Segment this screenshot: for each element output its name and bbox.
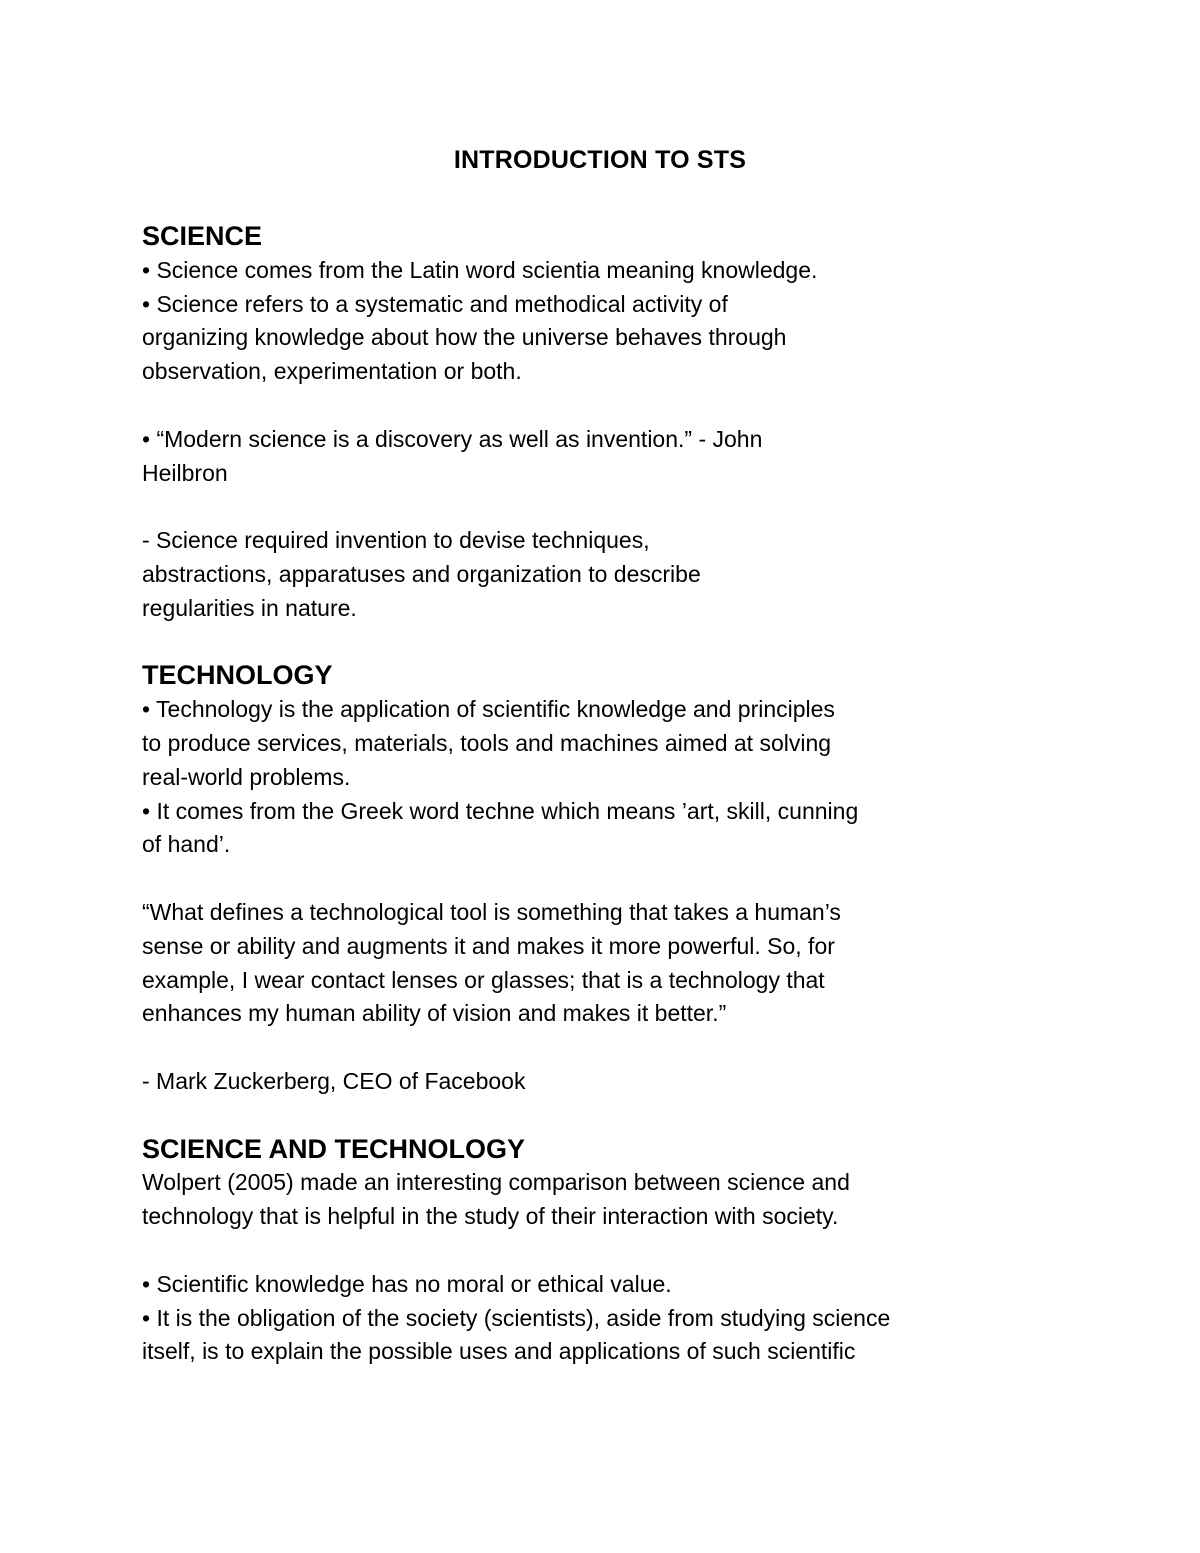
blank-line bbox=[142, 862, 1022, 896]
technology-quote-line-1: “What defines a technological tool is something that takes a human’s bbox=[142, 898, 841, 925]
technology-quote-line-4: enhances my human ability of vision and makes it better.” bbox=[142, 1000, 727, 1027]
blank-line bbox=[142, 1234, 1022, 1268]
technology-line-5: of hand’. bbox=[142, 831, 231, 858]
page-title: INTRODUCTION TO STS bbox=[453, 146, 747, 174]
science-note-line-3: regularities in nature. bbox=[142, 594, 357, 621]
section-heading-science: SCIENCE bbox=[142, 221, 263, 251]
technology-line-4: • It comes from the Greek word techne which means ’art, skill, cunning bbox=[142, 797, 859, 824]
science-line-1: • Science comes from the Latin word scientia meaning knowledge. bbox=[142, 256, 818, 283]
blank-line bbox=[142, 626, 1022, 660]
science-quote-line-1: • “Modern science is a discovery as well as invention.” - John bbox=[142, 425, 763, 452]
section-heading-science-and-technology: SCIENCE AND TECHNOLOGY bbox=[142, 1133, 526, 1164]
science-line-4: observation, experimentation or both. bbox=[142, 358, 522, 385]
technology-quote-line-2: sense or ability and augments it and makes it more powerful. So, for bbox=[142, 932, 835, 959]
section-heading-technology: TECHNOLOGY bbox=[142, 660, 333, 691]
st-line-2: technology that is helpful in the study of their interaction with society. bbox=[142, 1203, 839, 1230]
blank-line bbox=[142, 1099, 1022, 1133]
science-line-3: organizing knowledge about how the universe behaves through bbox=[142, 324, 787, 351]
technology-quote-line-3: example, I wear contact lenses or glasses; that is a technology that bbox=[142, 966, 825, 993]
technology-line-1: • Technology is the application of scientific knowledge and principles bbox=[142, 696, 835, 723]
st-line-1: Wolpert (2005) made an interesting comparison between science and bbox=[142, 1169, 850, 1196]
science-line-2: • Science refers to a systematic and methodical activity of bbox=[142, 290, 728, 317]
st-line-4: • It is the obligation of the society (scientists), aside from studying science bbox=[142, 1304, 891, 1331]
st-line-5: itself, is to explain the possible uses and applications of such scientific bbox=[142, 1338, 856, 1365]
st-line-3: • Scientific knowledge has no moral or ethical value. bbox=[142, 1270, 672, 1297]
technology-line-3: real-world problems. bbox=[142, 763, 351, 790]
blank-line bbox=[142, 490, 1022, 524]
blank-line bbox=[142, 1031, 1022, 1065]
technology-line-2: to produce services, materials, tools and machines aimed at solving bbox=[142, 729, 832, 756]
science-quote-line-2: Heilbron bbox=[142, 459, 228, 486]
blank-line bbox=[142, 389, 1022, 423]
science-note-line-1: - Science required invention to devise techniques, bbox=[142, 527, 650, 554]
document-body bbox=[142, 220, 1022, 1369]
technology-quote-attribution: - Mark Zuckerberg, CEO of Facebook bbox=[142, 1067, 526, 1094]
science-note-line-2: abstractions, apparatuses and organization to describe bbox=[142, 560, 701, 587]
